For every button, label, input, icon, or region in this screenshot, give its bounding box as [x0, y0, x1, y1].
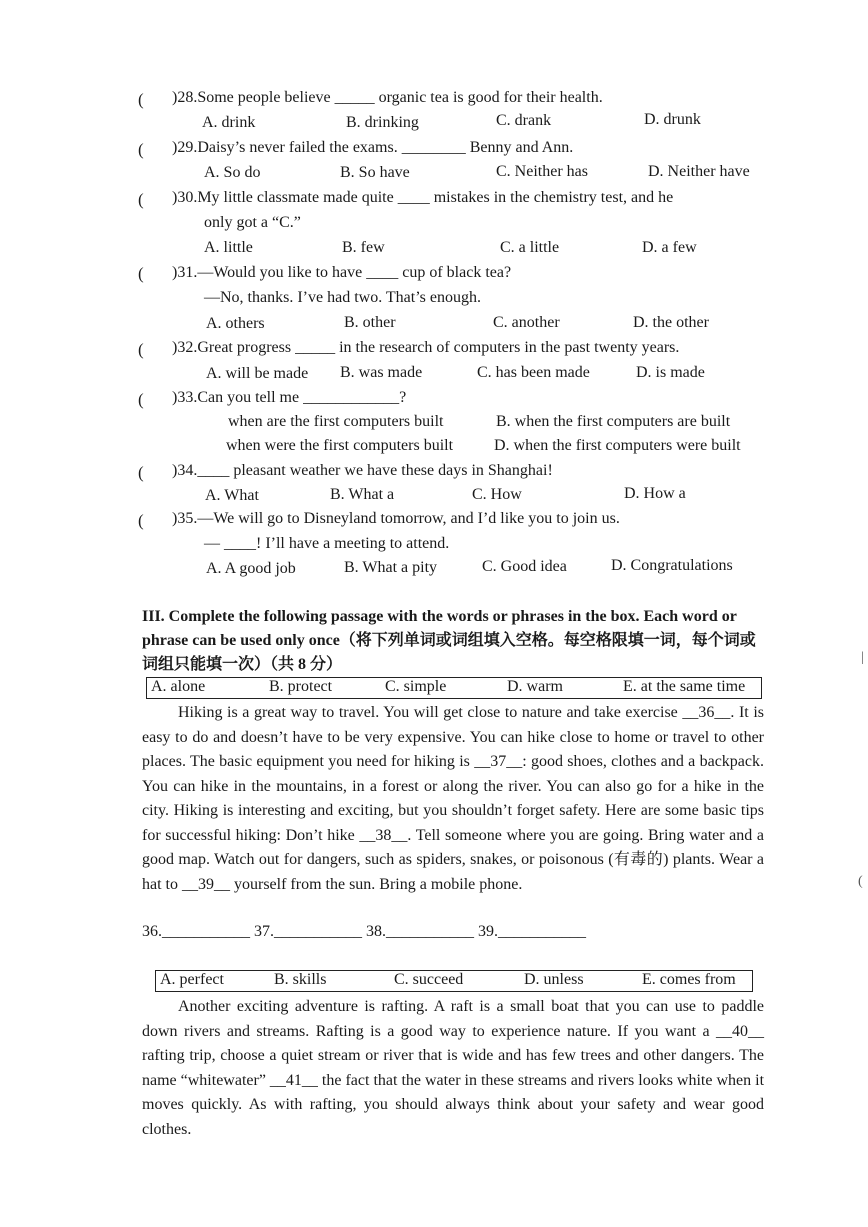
word-option: B. protect	[269, 678, 333, 695]
word-option: B. skills	[274, 971, 327, 988]
option-b[interactable]: B. when the first computers are built	[496, 413, 731, 430]
question-number: )32.	[172, 339, 198, 356]
question-number: )30.	[172, 189, 198, 206]
option-d[interactable]: D. when the first computers were built	[494, 437, 741, 454]
question-text-continued: —No, thanks. I’ve had two. That’s enough.	[204, 289, 481, 306]
question-text: Some people believe _____ organic tea is good for their health.	[197, 89, 603, 106]
option-d[interactable]: D. drunk	[644, 111, 701, 128]
option-b[interactable]: B. So have	[340, 164, 410, 181]
option-c[interactable]: C. Good idea	[482, 558, 567, 575]
section-3-heading: III. Complete the following passage with the words or phrases in the box. Each word or phrase can be used only once（将下列单词或词组填入空格。每空格限填一词，每个词或词组只能填一次）（共 8 分）	[142, 608, 756, 673]
question-text: —Would you like to have ____ cup of black tea?	[197, 264, 512, 281]
answer-bracket[interactable]: (	[138, 511, 144, 530]
option-a[interactable]: A. others	[206, 315, 265, 332]
answer-bracket[interactable]: (	[138, 264, 144, 283]
scan-edge-mark: (	[858, 874, 863, 889]
word-box-1	[146, 677, 762, 699]
option-c[interactable]: when were the first computers built	[226, 437, 454, 454]
option-a[interactable]: A. little	[204, 239, 253, 256]
option-a[interactable]: A. A good job	[206, 560, 296, 577]
question-number: )33.	[172, 389, 198, 406]
question-number: )28.	[172, 89, 198, 106]
answer-bracket[interactable]: (	[138, 340, 144, 359]
question-text: ____ pleasant weather we have these days in Shanghai!	[197, 462, 553, 479]
option-d[interactable]: D. a few	[642, 239, 697, 256]
option-c[interactable]: C. a little	[500, 239, 560, 256]
question-text: My little classmate made quite ____ mistakes in the chemistry test, and he	[197, 189, 674, 206]
question-number: )34.	[172, 462, 198, 479]
question-text-continued: — ____! I’ll have a meeting to attend.	[204, 535, 450, 552]
question-number: )29.	[172, 139, 198, 156]
scan-edge-mark: |	[861, 650, 864, 665]
option-d[interactable]: D. the other	[633, 314, 709, 331]
option-b[interactable]: B. What a	[330, 486, 395, 503]
answer-bracket[interactable]: (	[138, 390, 144, 409]
question-text: Great progress _____ in the research of computers in the past twenty years.	[197, 339, 680, 356]
question-number: )31.	[172, 264, 198, 281]
option-d[interactable]: D. Neither have	[648, 163, 750, 180]
option-a[interactable]: when are the first computers built	[228, 413, 444, 430]
option-a[interactable]: A. So do	[204, 164, 261, 181]
word-option: E. at the same time	[623, 678, 746, 695]
question-text-continued: only got a “C.”	[204, 214, 301, 231]
word-option: D. warm	[507, 678, 563, 695]
option-d[interactable]: D. is made	[636, 364, 705, 381]
word-option: A. perfect	[160, 971, 224, 988]
question-number: )35.	[172, 510, 198, 527]
question-text: —We will go to Disneyland tomorrow, and I’d like you to join us.	[197, 510, 620, 527]
option-b[interactable]: B. few	[342, 239, 385, 256]
option-d[interactable]: D. Congratulations	[611, 557, 733, 574]
word-option: C. succeed	[394, 971, 464, 988]
word-option: E. comes from	[642, 971, 736, 988]
option-b[interactable]: B. other	[344, 314, 396, 331]
option-b[interactable]: B. What a pity	[344, 559, 438, 576]
option-d[interactable]: D. How a	[624, 485, 686, 502]
word-option: D. unless	[524, 971, 584, 988]
option-a[interactable]: A. drink	[202, 114, 256, 131]
option-a[interactable]: A. will be made	[206, 365, 309, 382]
passage-2-text: Another exciting adventure is rafting. A raft is a small boat that you can use to paddle down rivers and streams. Rafting is a good way to experience nature. If you want a __40__ rafting trip, choose a quiet stream or river that is wide and has few trees and other dangers. The name “whitewater” __41__ the fact that the water in these streams and rivers looks white when it moves quickly. As with rafting, you should always think about your safety and wear good clothes.	[142, 998, 765, 1138]
word-option: A. alone	[151, 678, 206, 695]
answer-bracket[interactable]: (	[138, 90, 144, 109]
answer-bracket[interactable]: (	[138, 140, 144, 159]
question-text: Can you tell me ____________?	[197, 389, 407, 406]
option-a[interactable]: A. What	[205, 487, 259, 504]
question-text: Daisy’s never failed the exams. ________ Benny and Ann.	[197, 139, 574, 156]
word-option: C. simple	[385, 678, 447, 695]
word-box-2	[155, 970, 753, 992]
option-c[interactable]: C. Neither has	[496, 163, 588, 180]
answer-bracket[interactable]: (	[138, 463, 144, 482]
option-c[interactable]: C. has been made	[477, 364, 590, 381]
passage-1	[142, 701, 764, 897]
option-c[interactable]: C. How	[472, 486, 522, 503]
option-c[interactable]: C. drank	[496, 112, 552, 129]
option-b[interactable]: B. drinking	[346, 114, 419, 131]
answer-blanks-36-39[interactable]: 36.___________ 37.___________ 38.___________ 39.___________	[142, 923, 586, 940]
passage-2	[142, 995, 764, 1142]
option-b[interactable]: B. was made	[340, 364, 423, 381]
passage-1-text: Hiking is a great way to travel. You will get close to nature and take exercise __36__. It is easy to do and doesn’t have to be very expensive. You can hike close to home or travel to other places. The basic equipment you need for hiking is __37__: good shoes, clothes and a backpack. You can hike in the mountains, in a forest or along the river. You can also go for a hike in the city. Hiking is interesting and exciting, but you shouldn’t forget safety. Here are some basic tips for successful hiking: Don’t hike __38__. Tell someone where you are going. Bring water and a good map. Watch out for dangers, such as spiders, snakes, or poisonous (有毒的) plants. Wear a hat to __39__ yourself from the sun. Bring a mobile phone.	[142, 704, 764, 893]
option-c[interactable]: C. another	[493, 314, 560, 331]
answer-bracket[interactable]: (	[138, 190, 144, 209]
